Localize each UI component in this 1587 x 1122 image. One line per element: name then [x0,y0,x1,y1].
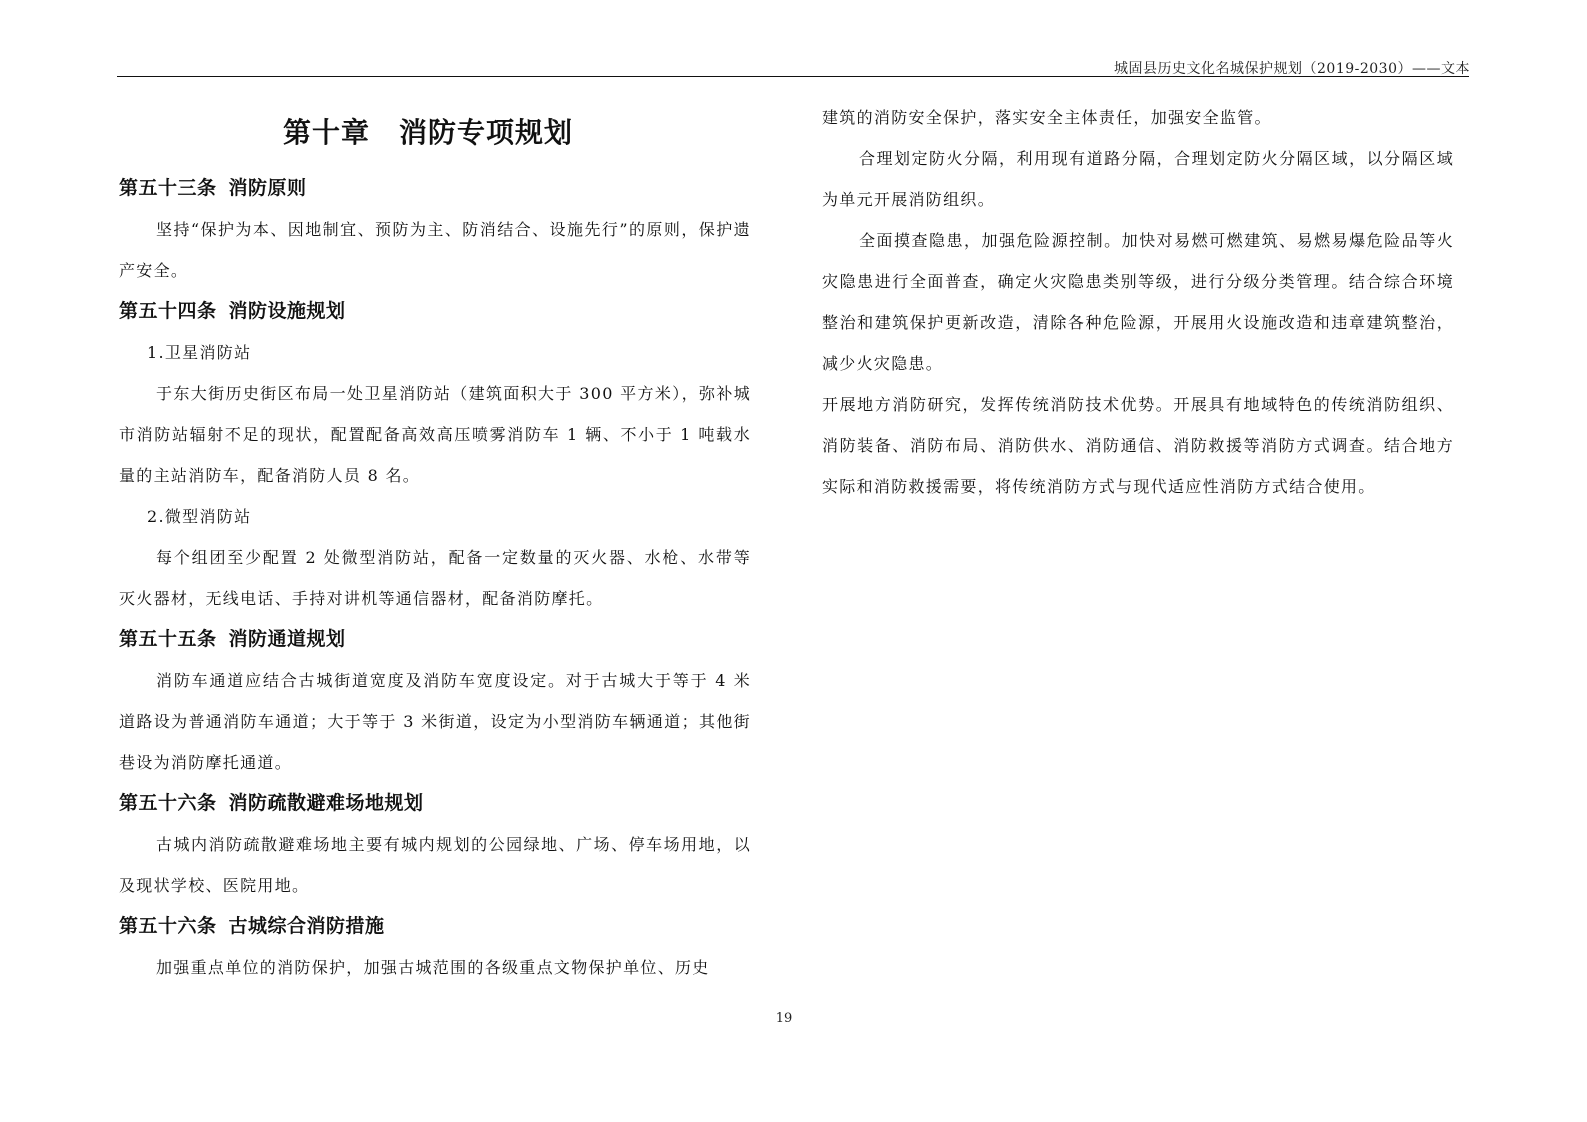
item-1-label: 1.卫星消防站 [147,343,252,362]
item-1-paragraph: 于东大街历史街区布局一处卫星消防站（建筑面积大于 300 平方米），弥补城市消防站辐射不足的现状，配置配备高效高压喷雾消防车 1 辆、不小于 1 吨载水量的主站消防车，配备消防人员 8 名。 [119,384,751,485]
article-56-fire-measures-paragraph: 加强重点单位的消防保护，加强古城范围的各级重点文物保护单位、历史 [156,958,710,977]
article-name: 消防通道规划 [228,628,346,650]
chapter-title: 第十章 消防专项规划 [282,116,573,149]
item-2-label: 2.微型消防站 [147,507,252,526]
page-number: 19 [775,1011,793,1026]
article-53-heading [119,168,751,209]
traditional-firefighting-paragraph: 开展地方消防研究，发挥传统消防技术优势。开展具有地域特色的传统消防组织、消防装备、消防布局、消防供水、消防通信、消防救援等消防方式调查。结合地方实际和消防救援需要，将传统消防方式与现代适应性消防方式结合使用。 [822,395,1454,496]
article-name: 消防设施规划 [228,300,346,322]
article-number: 第五十六条 [119,792,217,814]
continued-paragraph: 建筑的消防安全保护，落实安全主体责任，加强安全监管。 [822,108,1272,127]
article-number: 第五十五条 [119,628,217,650]
document-header-title: 城固县历史文化名城保护规划（2019-2030）——文本 [1114,61,1470,77]
article-56-heading [119,783,751,824]
article-56-paragraph: 古城内消防疏散避难场地主要有城内规划的公园绿地、广场、停车场用地，以及现状学校、医院用地。 [119,835,751,895]
article-53-paragraph: 坚持“保护为本、因地制宜、预防为主、防消结合、设施先行”的原则，保护遗产安全。 [119,220,751,280]
article-number: 第五十四条 [119,300,217,322]
hazard-control-paragraph: 全面摸查隐患，加强危险源控制。加快对易燃可燃建筑、易燃易爆危险品等火灾隐患进行全面普查，确定火灾隐患类别等级，进行分级分类管理。结合综合环境整治和建筑保护更新改造，清除各种危险源，开展用火设施改造和违章建筑整治，减少火灾隐患。 [822,231,1454,373]
article-number: 第五十六条 [119,915,217,937]
article-55-paragraph: 消防车通道应结合古城街道宽度及消防车宽度设定。对于古城大于等于 4 米道路设为普通消防车通道；大于等于 3 米街道，设定为小型消防车辆通道；其他街巷设为消防摩托通道。 [119,671,751,772]
article-name: 消防疏散避难场地规划 [228,792,424,814]
article-name: 消防原则 [228,177,307,199]
item-2-paragraph: 每个组团至少配置 2 处微型消防站，配备一定数量的灭火器、水枪、水带等灭火器材，无线电话、手持对讲机等通信器材，配备消防摩托。 [119,548,751,608]
article-56-fire-measures-heading [119,906,751,947]
fire-separation-paragraph: 合理划定防火分隔，利用现有道路分隔，合理划定防火分隔区域，以分隔区域为单元开展消防组织。 [822,149,1454,209]
right-column [822,97,1454,507]
left-column [119,90,751,988]
article-name: 古城综合消防措施 [228,915,385,937]
article-55-heading [119,619,751,660]
header-rule [117,76,1469,77]
article-54-heading [119,291,751,332]
article-number: 第五十三条 [119,177,217,199]
